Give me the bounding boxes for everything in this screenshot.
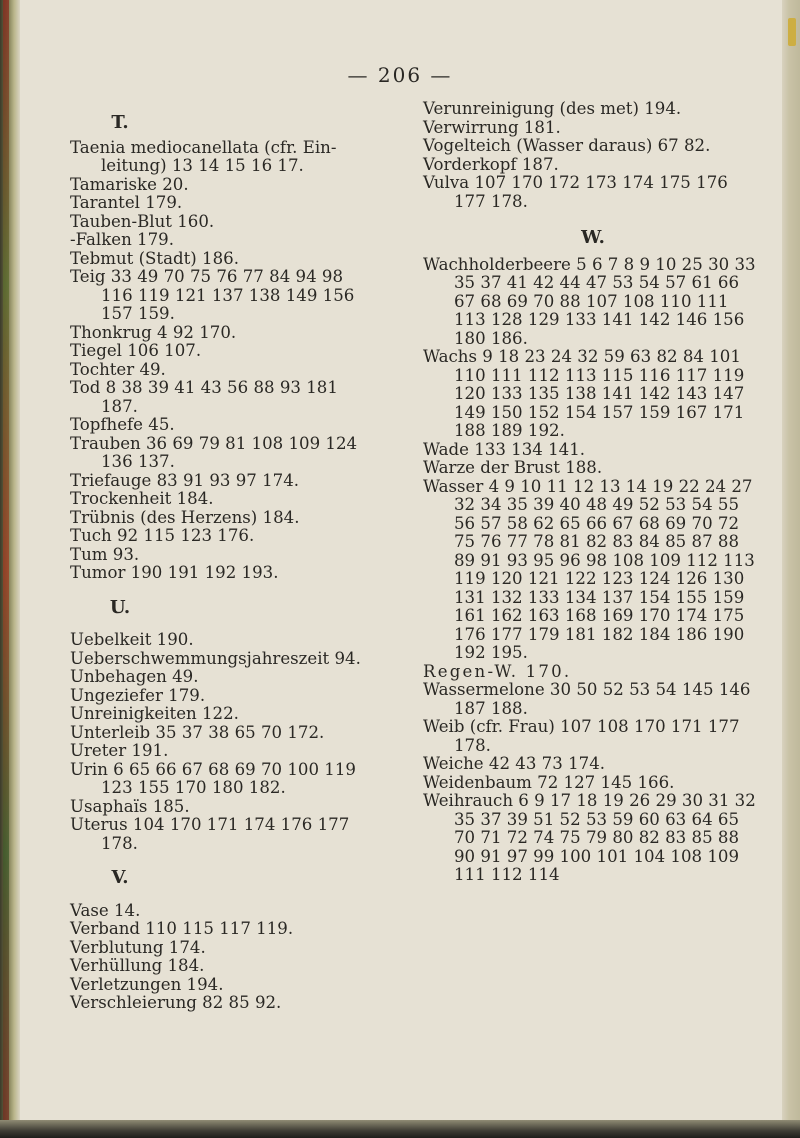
index-column-right: [423, 100, 763, 885]
index-entry: Teig 33 49 70 75 76 77 84 94 98 116 119 121 137 138 149 156 157 159.: [70, 267, 355, 323]
index-entry: Urin 6 65 66 67 68 69 70 100 119 123 155 170 180 182.: [70, 759, 356, 797]
index-entry: Warze der Brust 188.: [423, 458, 603, 477]
page-edge: [782, 0, 800, 1138]
index-entry: Tumor 190 191 192 193.: [70, 563, 279, 582]
index-entry: Verband 110 115 117 119.: [70, 919, 294, 938]
index-entry: Tum 93.: [70, 544, 140, 564]
index-entry: Weiche 42 43 73 174.: [423, 754, 606, 773]
index-entry: Wachs 9 18 23 24 32 59 63 82 84 101 110 111 112 113 115 116 117 119 120 133 135 138 141 142 143 147 149 150 152 154 157 159 167 171 188 189 192.: [423, 347, 745, 440]
bookmark-tab: [788, 18, 796, 46]
index-entry: Trübnis (des Herzens) 184.: [70, 507, 300, 527]
index-entry: Uebelkeit 190.: [70, 630, 194, 649]
index-entry: Tuch 92 115 123 176.: [70, 526, 255, 545]
index-entry: Weihrauch 6 9 17 18 19 26 29 30 31 32 35 37 39 51 52 53 59 60 63 64 65 70 71 72 74 75 79 80 82 83 85 88 90 91 97 99 100 101 104 108 109 111 112 114: [423, 791, 756, 884]
index-entry: Taenia mediocanellata (cfr. Ein-leitung) 13 14 15 16 17.: [70, 137, 337, 175]
index-entry: Triefauge 83 91 93 97 174.: [70, 470, 300, 490]
index-entry: Verblutung 174.: [70, 937, 206, 957]
index-entry: Tamariske 20.: [70, 174, 189, 194]
index-entry: Wasser 4 9 10 11 12 13 14 19 22 24 27 32 34 35 39 40 48 49 52 53 54 55 56 57 58 62 65 66 67 68 69 70 72 75 76 77 78 81 82 83 84 85 87 88 89 91 93 95 96 98 108 109 112 113 119 120 121 122 123 124 126 130 131 132 133 134 137 154 155 159 161 162 163 168 169 170 174 175 176 177 179 181 182 184 186 190 192 195.: [423, 476, 755, 662]
page-number: — 206 —: [347, 63, 453, 87]
index-entry: Wade 133 134 141.: [423, 439, 586, 459]
section-letter-heading: W.: [581, 227, 605, 248]
section-letter-heading: V.: [111, 867, 129, 888]
index-entry: Ureter 191.: [70, 741, 169, 760]
index-entry: -Falken 179.: [70, 230, 174, 249]
index-entry: Unreinigkeiten 122.: [70, 704, 239, 723]
index-entry: Weib (cfr. Frau) 107 108 170 171 177 178.: [423, 717, 740, 755]
index-entry: Wachholderbeere 5 6 7 8 9 10 25 30 33 35 37 41 42 44 47 53 54 57 61 66 67 68 69 70 88 107 108 110 111 113 128 129 133 141 142 146 156 180 186.: [423, 254, 756, 348]
index-entry: Tod 8 38 39 41 43 56 88 93 181 187.: [70, 378, 338, 416]
index-entry: Tauben-Blut 160.: [70, 211, 215, 231]
index-entry: Vase 14.: [70, 900, 141, 920]
index-column-left: [70, 100, 370, 1013]
index-entry: Trauben 36 69 79 81 108 109 124 136 137.: [70, 433, 358, 471]
scan-bottom-edge: [0, 1120, 800, 1138]
index-entry: Wassermelone 30 50 52 53 54 145 146 187 188.: [423, 680, 751, 718]
section-letter-heading: U.: [109, 596, 131, 618]
index-entry: Vorderkopf 187.: [423, 154, 559, 174]
index-entry: Ueberschwemmungsjahreszeit 94.: [70, 648, 361, 668]
index-entry: Verletzungen 194.: [70, 974, 224, 994]
index-entry: Ungeziefer 179.: [70, 685, 206, 705]
index-entry: Tebmut (Stadt) 186.: [70, 248, 239, 268]
index-entry: Vogelteich (Wasser daraus) 67 82.: [423, 136, 711, 155]
index-entry: Weidenbaum 72 127 145 166.: [423, 772, 675, 792]
index-entry: Trockenheit 184.: [70, 489, 214, 508]
index-entry: Regen-W. 170.: [423, 661, 572, 681]
index-entry: Usaphaïs 185.: [70, 796, 190, 816]
index-entry: Verwirrung 181.: [423, 117, 561, 137]
index-entry: Vulva 107 170 172 173 174 175 176 177 178.: [423, 173, 728, 211]
index-entry: Tochter 49.: [70, 359, 166, 379]
index-entry: Topfhefe 45.: [70, 415, 175, 434]
index-entry: Uterus 104 170 171 174 176 177 178.: [70, 815, 350, 853]
index-entry: Verunreinigung (des met) 194.: [423, 99, 682, 118]
index-entry: Verschleierung 82 85 92.: [70, 993, 282, 1012]
index-entry: Tiegel 106 107.: [70, 341, 202, 360]
index-entry: Unbehagen 49.: [70, 667, 199, 686]
index-entry: Tarantel 179.: [70, 193, 183, 212]
index-entry: Unterleib 35 37 38 65 70 172.: [70, 722, 325, 742]
section-letter-heading: T.: [111, 112, 129, 133]
book-spine-binding: [3, 0, 9, 1138]
index-entry: Thonkrug 4 92 170.: [70, 322, 237, 342]
index-entry: Verhüllung 184.: [70, 956, 205, 975]
